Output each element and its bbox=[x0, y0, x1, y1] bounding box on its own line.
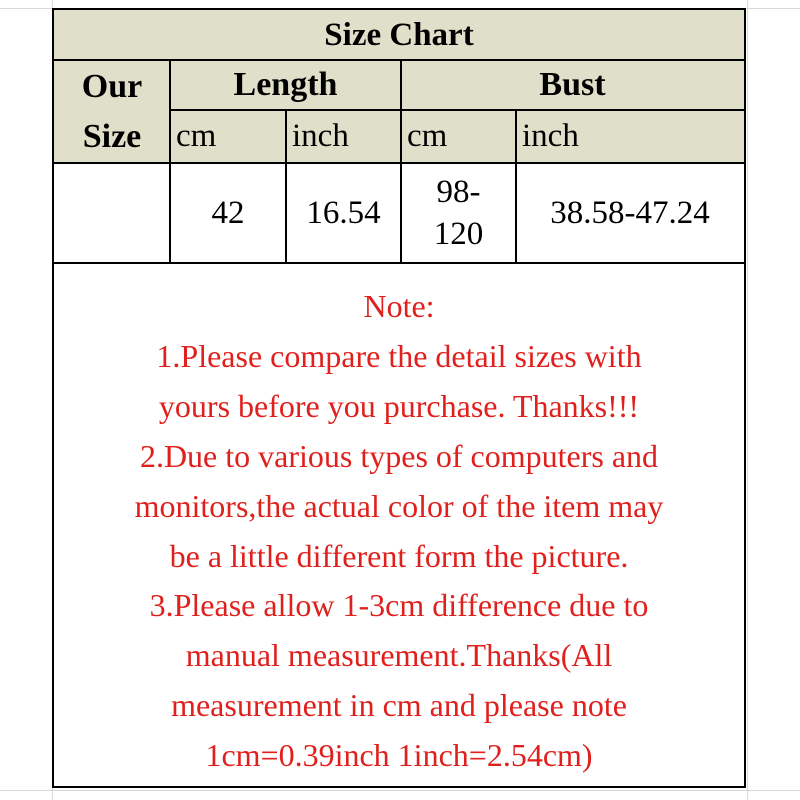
note-line: yours before you purchase. Thanks!!! bbox=[158, 387, 640, 424]
note-line: be a little different form the picture. bbox=[169, 537, 629, 574]
length-cm-header: cm bbox=[170, 110, 286, 163]
our-size-header bbox=[54, 60, 170, 163]
size-chart-sheet bbox=[52, 8, 746, 788]
bust-inch-header: inch bbox=[516, 110, 744, 163]
note-line: 1.Please compare the detail sizes with bbox=[156, 337, 642, 374]
bust-header: Bust bbox=[401, 60, 744, 110]
note-line: 1cm=0.39inch 1inch=2.54cm) bbox=[205, 737, 593, 774]
our-size-value bbox=[54, 163, 170, 263]
our-size-header-line1: Our bbox=[81, 67, 143, 105]
length-cm-value: 42 bbox=[211, 194, 245, 231]
bust-cm-value-line1: 98- bbox=[436, 174, 481, 210]
our-size-header-line2: Size bbox=[82, 117, 142, 155]
bust-inch-value: 38.58-47.24 bbox=[550, 194, 710, 231]
bust-cm-value-line2: 120 bbox=[433, 216, 484, 252]
border-line bbox=[54, 262, 744, 264]
size-chart-title: Size Chart bbox=[54, 10, 744, 60]
note-line: 2.Due to various types of computers and bbox=[139, 437, 659, 474]
border-line bbox=[400, 60, 402, 263]
border-line bbox=[54, 162, 744, 164]
note-line: monitors,the actual color of the item may bbox=[134, 487, 664, 524]
bust-cm-value bbox=[401, 163, 516, 263]
gridline bbox=[747, 0, 748, 800]
gridline bbox=[0, 790, 800, 791]
note-line: measurement in cm and please note bbox=[171, 687, 627, 724]
border-line bbox=[54, 59, 744, 61]
length-inch-value: 16.54 bbox=[306, 194, 381, 231]
length-inch-header: inch bbox=[286, 110, 401, 163]
bust-cm-header: cm bbox=[401, 110, 516, 163]
border-line bbox=[515, 110, 517, 263]
note-line: manual measurement.Thanks(All bbox=[185, 637, 613, 674]
note-heading: Note: bbox=[363, 288, 435, 324]
border-line bbox=[170, 109, 744, 111]
border-line bbox=[169, 60, 171, 263]
length-header: Length bbox=[170, 60, 401, 110]
note-line: 3.Please allow 1-3cm difference due to bbox=[149, 587, 649, 624]
note-block bbox=[54, 282, 744, 781]
border-line bbox=[285, 110, 287, 263]
